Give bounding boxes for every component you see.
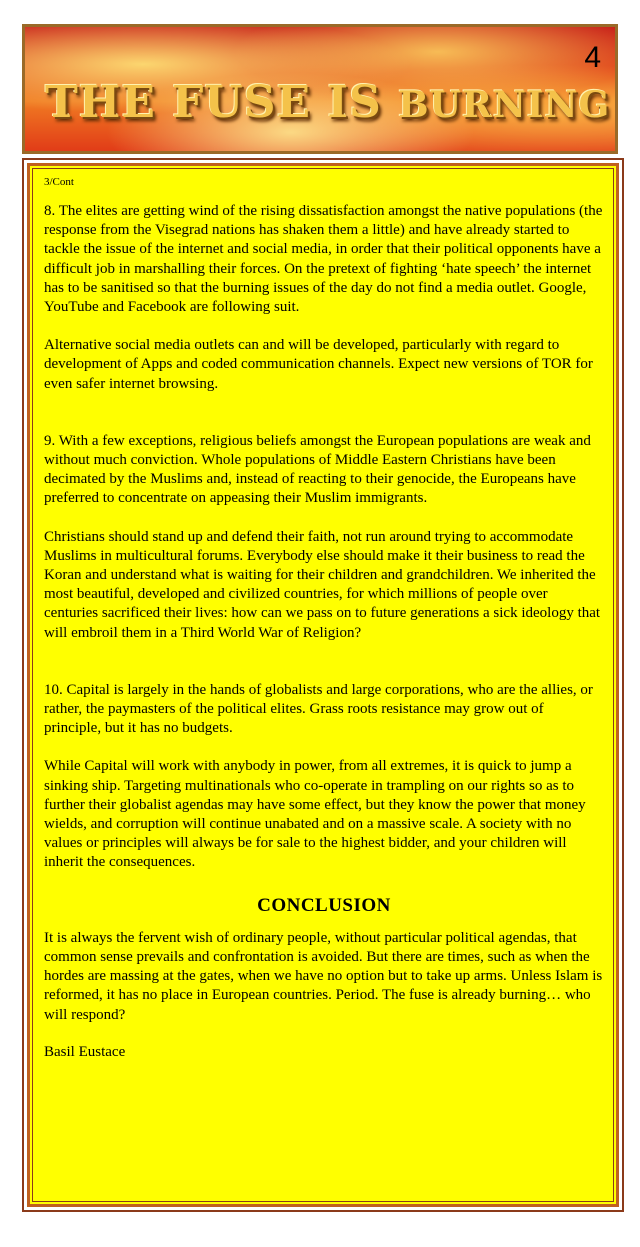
paragraph-10: 10. Capital is largely in the hands of globalists and large corporations, who are the allies, or rather, the paymasters of the political elites. Grass roots resistance may grow out of principle, but it has no budgets. [44, 681, 593, 737]
banner-title [45, 77, 610, 128]
article-panel-inner [27, 163, 619, 1207]
article-content [44, 176, 604, 1061]
banner-title-part1: THE FUSE IS [45, 77, 399, 128]
conclusion-text: It is always the fervent wish of ordinary people, without particular political agendas, that common sense prevails and confrontation is avoided. But there are times, such as when the hordes are massing at the gates, when we have no option but to take up arms. Unless Islam is reformed, it has no place in European countries. Period. The fuse is already burning… who will respond? [44, 929, 603, 1023]
spacer [44, 413, 604, 432]
paragraph-8: 8. The elites are getting wind of the rising dissatisfaction amongst the native populations (the response from the Visegrad nations has shaken them a little) and have already started to tackle the issue of the internet and social media, in order that their political opponents have a difficult job in marshalling their forces. On the pretext of fighting ‘hate speech’ the internet has to be sanitised so that the burning issues of the day do not find a media outlet. Google, YouTube and Facebook are following suit. [44, 203, 603, 316]
paragraph-10-followup: While Capital will work with anybody in power, from all extremes, it is quick to jump a sinking ship. Targeting multinationals who co-operate in trampling on our rights so as to further their globalist agendas may have some effect, but they know the power that money wields, and corruption will continue unabated and on a massive scale. A society with no values or principles will always be for sale to the highest bidder, and your children will inherit the consequences. [44, 758, 586, 871]
banner-title-part2: BURNING [398, 84, 611, 126]
conclusion-heading: CONCLUSION [257, 894, 391, 916]
continuation-note: 3/Cont [44, 176, 74, 188]
paragraph-8-followup: Alternative social media outlets can and will be developed, particularly with regard to development of Apps and coded communication channels. Expect new versions of TOR for even safer internet browsing. [44, 337, 593, 392]
author-signature: Basil Eustace [44, 1043, 126, 1060]
title-banner [22, 24, 618, 154]
paragraph-9: 9. With a few exceptions, religious beliefs amongst the European populations are weak and without much conviction. Whole populations of Middle Eastern Christians have been decimated by the Muslims and, instead of reacting to their genocide, the Europeans have preferred to concentrate on appeasing their Muslim immigrants. [44, 432, 591, 507]
article-panel [22, 158, 624, 1212]
paragraph-9-followup: Christians should stand up and defend their faith, not run around trying to accommodate Muslims in multicultural forums. Everybody else should make it their business to read the Koran and understand what is waiting for their children and grandchildren. We inherited the most beautiful, developed and civilized countries, for which millions of people over centuries sacrificed their lives: how can we pass on to future generations a sick ideology that will embroil them in a Third World War of Religion? [44, 528, 601, 641]
spacer [44, 662, 604, 681]
page-number: 4 [584, 41, 601, 74]
